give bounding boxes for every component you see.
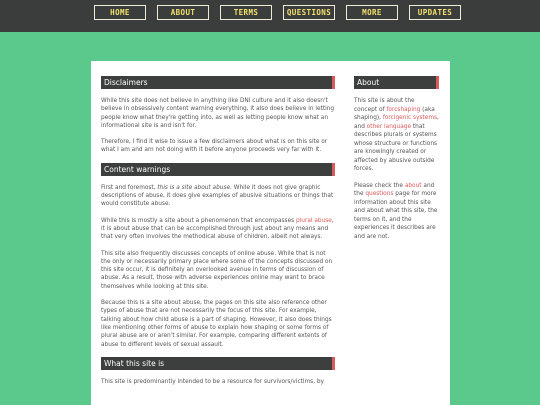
disclaimers-heading: Disclaimers xyxy=(101,76,335,89)
cw-p1-text-b: . While it does not give graphic descriptions of abuse, it does give examples of abusive situations or things that would constitute abuse. xyxy=(101,184,334,208)
about-link[interactable]: about xyxy=(404,182,422,189)
sb-p1-text-d: that describes plurals or systems whose structure or functions are knowingly created or affected by abusive outside forces. xyxy=(354,123,438,172)
other-language-link[interactable]: other language xyxy=(366,123,412,130)
cw-p1-text-a: First and foremost, xyxy=(101,184,158,191)
plural-abuse-link[interactable]: plural abuse xyxy=(296,217,332,224)
what-this-site-is-paragraph-1: This site is predominantly intended to be a resource for survivors/victims, by xyxy=(101,378,324,385)
content-warnings-paragraph-3: This site also frequently discusses concepts of online abuse. While that is not the only or necessarily primary place where some of the concepts discussed on this site occur, it is definitely an overlooked avenue in terms of discussion of abuse. As a result, those with adverse experiences online may want to brace themselves while looking at this site. xyxy=(101,250,333,290)
sidebar-about-heading: About xyxy=(354,76,439,89)
content-page xyxy=(91,61,450,405)
cw-p2-text-a: While this is mostly a site about a phenomenon that encompasses xyxy=(101,217,296,224)
sb-p1-text-c: , and xyxy=(354,115,439,130)
nav-home-button[interactable]: HOME xyxy=(94,5,146,20)
cw-p1-emphasis: this is a site about abuse xyxy=(157,184,231,191)
sidebar xyxy=(354,76,439,249)
sb-p2-text-a: Please check the xyxy=(354,182,405,189)
main-column xyxy=(101,76,335,394)
nav-about-button[interactable]: ABOUT xyxy=(157,5,209,20)
main-nav xyxy=(94,5,461,20)
sb-p2-text-c: page for more information about this site and about what this site, the terms on it, and the experiences it describes are and are not. xyxy=(354,191,438,240)
sidebar-paragraph-2 xyxy=(354,182,439,242)
content-warnings-paragraph-1 xyxy=(101,184,335,209)
sb-p1-text-a: This site is about the concept of xyxy=(354,98,415,113)
nav-updates-button[interactable]: UPDATES xyxy=(409,5,461,20)
sb-p2-text-b: and the xyxy=(354,182,435,197)
nav-terms-button[interactable]: TERMS xyxy=(220,5,272,20)
top-navigation-bar xyxy=(0,0,540,32)
cw-p2-text-b: , it is about abuse that can be accomplished through just about any means and that very often involves the methodical abuse of children, albeit not always. xyxy=(101,217,334,241)
questions-link[interactable]: questions xyxy=(365,191,394,197)
what-this-site-is-heading: What this site is xyxy=(101,357,335,370)
disclaimers-paragraph-2: Therefore, I find it wise to issue a few disclaimers about what is on this site or what I am and am not doing with it before anyone proceeds very far with it. xyxy=(101,139,328,154)
sb-p1-text-b: (aka shaping), xyxy=(354,106,435,121)
nav-questions-button[interactable]: QUESTIONS xyxy=(283,5,335,20)
disclaimers-paragraph-1: While this site does not believe in anything like DNI culture and it also doesn't believe in obsessively content warning everything, it also does believe in letting people know what they're getting into, as well as letting people know what an informational site is and isn't for. xyxy=(101,98,335,129)
forcigenic-systems-link[interactable]: forcigenic systems xyxy=(382,115,438,121)
content-warnings-heading: Content warnings xyxy=(101,163,335,176)
nav-more-button[interactable]: MORE xyxy=(346,5,398,20)
content-warnings-paragraph-4: Because this is a site about abuse, the pages on this site also reference other types of abuse that are not necessarily the focus of this site. For example, talking about how child abuse is a part of shaping. However, it also does things like mentioning other forms of abuse to explain how shaping or some forms of plural abuse are or aren't similar. For example, comparing different extents of abuse to different levels of sexual assault. xyxy=(101,300,332,348)
sidebar-paragraph-1 xyxy=(354,97,439,174)
content-warnings-paragraph-2 xyxy=(101,217,335,242)
forcshaping-link[interactable]: forcshaping xyxy=(386,106,421,113)
